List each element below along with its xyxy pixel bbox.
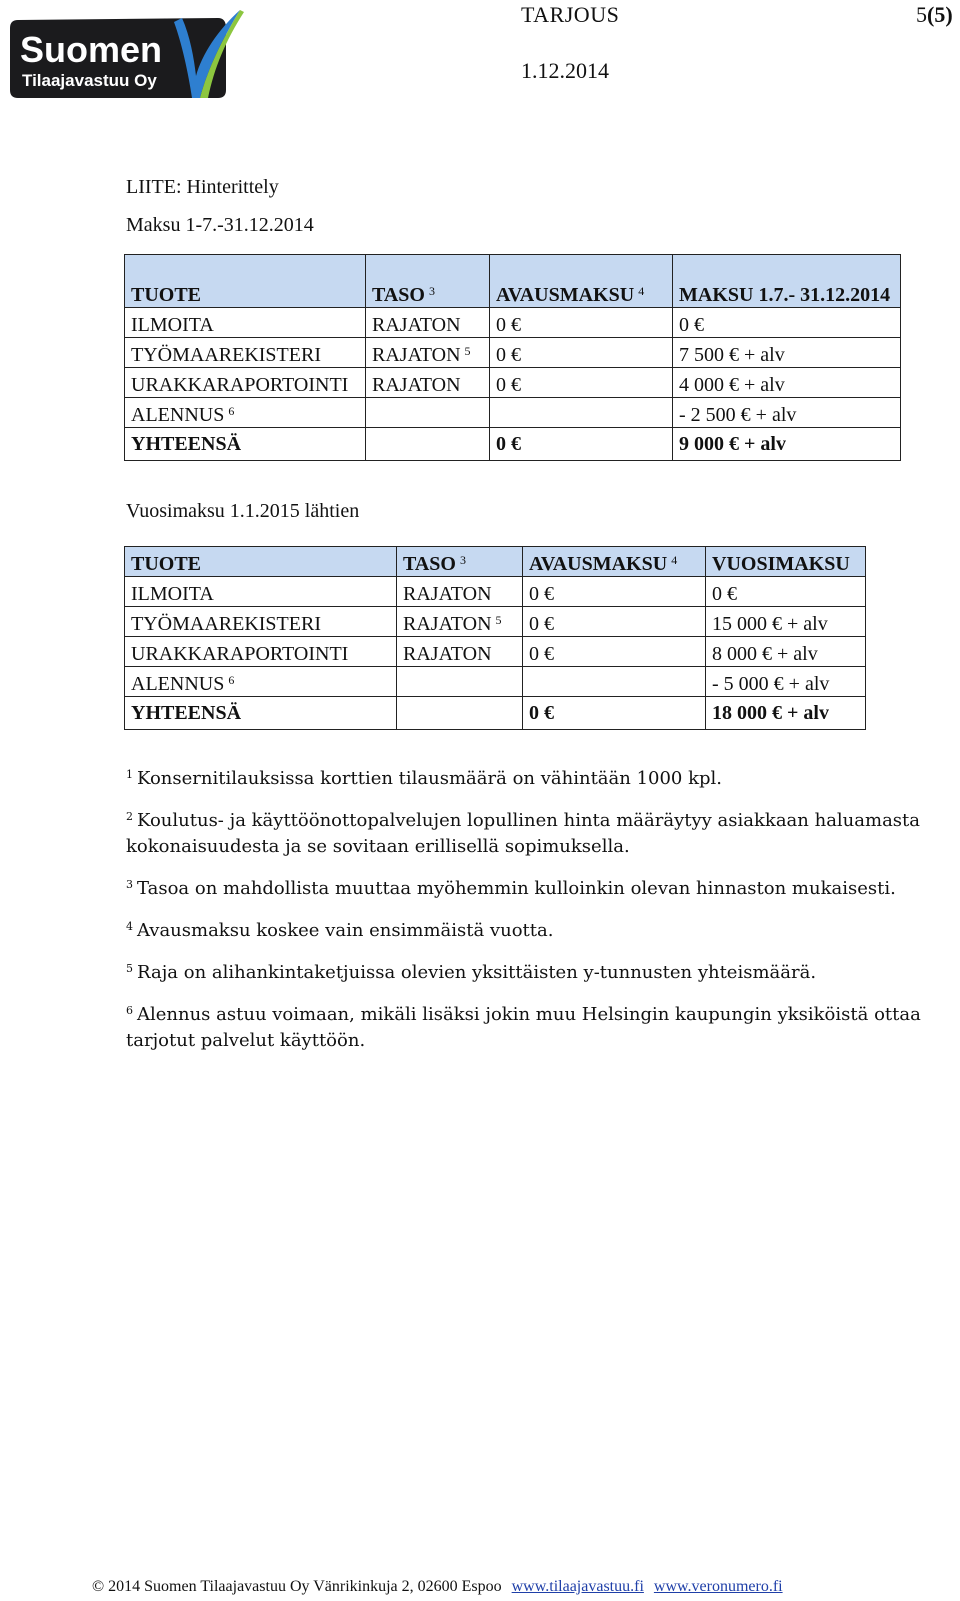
header-cell-footnote-ref: 4 <box>638 284 645 298</box>
table-cell-footnote-ref: 6 <box>228 673 235 687</box>
table-cell <box>125 338 366 368</box>
table-cell <box>366 308 490 338</box>
table-cell-text: 0 € <box>496 344 521 366</box>
table-cell <box>706 607 866 637</box>
attachment-title: LIITE: Hinterittely <box>126 176 279 198</box>
veronumero-link[interactable]: www.veronumero.fi <box>653 1578 783 1595</box>
total-label: YHTEENSÄ <box>125 428 366 461</box>
table-cell <box>125 368 366 398</box>
header-cell-text: TUOTE <box>131 553 202 575</box>
table-cell-footnote-ref: 5 <box>495 613 502 627</box>
table-cell-text: URAKKARAPORTOINTI <box>131 643 349 665</box>
header-cell-text: AVAUSMAKSU <box>496 284 635 306</box>
table-cell <box>706 577 866 607</box>
table-cell-text: 0 € <box>712 583 737 605</box>
total-label: YHTEENSÄ <box>125 697 397 730</box>
table-row <box>125 308 901 338</box>
table-cell-text: URAKKARAPORTOINTI <box>131 374 349 396</box>
table-cell <box>490 398 673 428</box>
header-cell-text: TASO <box>372 284 425 306</box>
footnote-number: 4 <box>126 920 133 933</box>
table-cell-text: - 5 000 € + alv <box>712 673 830 695</box>
table-row <box>125 667 866 697</box>
footnote-text: Alennus astuu voimaan, mikäli lisäksi jokin muu Helsingin kaupungin yksiköistä ottaa tarjotut palvelut käyttöön. <box>126 1004 921 1051</box>
footnotes <box>126 762 956 1066</box>
table-cell-text: 4 000 € + alv <box>679 374 785 396</box>
table-cell-text: ALENNUS <box>131 673 225 695</box>
table-cell <box>490 368 673 398</box>
footnote-number: 6 <box>126 1004 133 1017</box>
total-row <box>125 428 901 461</box>
table-cell <box>125 308 366 338</box>
logo-mark <box>4 6 244 102</box>
header-cell <box>523 547 706 577</box>
header-cell <box>706 547 866 577</box>
table-cell-text: 0 € <box>496 314 521 336</box>
page-footer <box>92 1578 783 1596</box>
table-cell-text: ILMOITA <box>131 583 214 605</box>
header-cell-text: TUOTE <box>131 284 202 306</box>
header-cell-text: TASO <box>403 553 456 575</box>
table-header-row <box>125 547 866 577</box>
table-cell-footnote-ref: 6 <box>228 404 235 418</box>
footnote-text: Raja on alihankintaketjuissa olevien yksittäisten y-tunnusten yhteismäärä. <box>137 962 817 983</box>
table-cell <box>490 308 673 338</box>
table-cell-text: 0 € <box>679 314 704 336</box>
total-opening-fee: 0 € <box>523 697 706 730</box>
header-cell <box>490 255 673 308</box>
tilaajavastuu-link[interactable]: www.tilaajavastuu.fi <box>511 1578 644 1595</box>
table-row <box>125 338 901 368</box>
table-cell <box>673 368 901 398</box>
table-cell <box>125 577 397 607</box>
table-cell <box>125 607 397 637</box>
table-cell-text: 0 € <box>529 613 554 635</box>
table-cell <box>490 338 673 368</box>
table-cell-text: 0 € <box>529 643 554 665</box>
section2-title: Vuosimaksu 1.1.2015 lähtien <box>126 500 360 522</box>
footnote <box>126 998 956 1054</box>
footnote-text: Konsernitilauksissa korttien tilausmäärä on vähintään 1000 kpl. <box>137 768 723 789</box>
footer-text: © 2014 Suomen Tilaajavastuu Oy Vänrikinkuja 2, 02600 Espoo <box>92 1578 502 1595</box>
header-cell <box>397 547 523 577</box>
total-fee: 9 000 € + alv <box>673 428 901 461</box>
table-cell-text: RAJATON <box>403 613 492 635</box>
table-cell-text: RAJATON <box>372 344 461 366</box>
footnote <box>126 956 956 986</box>
table-cell <box>523 637 706 667</box>
table-cell-text: TYÖMAAREKISTERI <box>131 344 321 366</box>
footnote-text: Koulutus- ja käyttöönottopalvelujen lopullinen hinta määräytyy asiakkaan haluamasta kokonaisuudesta ja se sovitaan erillisellä sopimuksella. <box>126 810 921 857</box>
header-cell-text: AVAUSMAKSU <box>529 553 668 575</box>
table-cell-text: RAJATON <box>403 583 492 605</box>
header-cell-footnote-ref: 4 <box>671 553 678 567</box>
footnote-number: 5 <box>126 962 133 975</box>
footnote <box>126 804 956 860</box>
table-cell <box>523 607 706 637</box>
table-cell <box>706 637 866 667</box>
total-fee: 18 000 € + alv <box>706 697 866 730</box>
footnote <box>126 762 956 792</box>
table-cell <box>366 398 490 428</box>
table-cell <box>673 398 901 428</box>
header-cell-text: MAKSU 1.7.- 31.12.2014 <box>679 284 891 306</box>
table-cell <box>125 637 397 667</box>
table-cell-footnote-ref: 5 <box>464 344 471 358</box>
header-cell <box>125 547 397 577</box>
footnote-number: 2 <box>126 810 133 823</box>
total-opening-fee: 0 € <box>490 428 673 461</box>
table-cell <box>397 637 523 667</box>
table-cell-text: RAJATON <box>372 314 461 336</box>
total-row <box>125 697 866 730</box>
logo-word-2: Tilaajavastuu Oy <box>22 71 157 90</box>
table-cell <box>706 667 866 697</box>
header-cell <box>125 255 366 308</box>
section1-title: Maksu 1-7.-31.12.2014 <box>126 214 314 236</box>
footnote-text: Tasoa on mahdollista muuttaa myöhemmin kulloinkin olevan hinnaston mukaisesti. <box>137 878 896 899</box>
header-cell-footnote-ref: 3 <box>459 553 466 567</box>
header-cell-text: VUOSIMAKSU <box>712 553 850 575</box>
table-cell <box>673 338 901 368</box>
table-cell-text: RAJATON <box>403 643 492 665</box>
table-cell <box>397 607 523 637</box>
price-table-2015 <box>124 546 866 730</box>
table-cell <box>397 667 523 697</box>
table-cell <box>523 577 706 607</box>
page-number <box>916 2 953 28</box>
footnote-text: Avausmaksu koskee vain ensimmäistä vuotta. <box>137 920 554 941</box>
table-row <box>125 607 866 637</box>
header-cell-footnote-ref: 3 <box>428 284 435 298</box>
table-cell-text: 8 000 € + alv <box>712 643 818 665</box>
price-table-2014 <box>124 254 901 461</box>
document-date: 1.12.2014 <box>521 58 609 83</box>
header-cell <box>673 255 901 308</box>
table-cell-text: 7 500 € + alv <box>679 344 785 366</box>
table-cell <box>366 338 490 368</box>
table-cell <box>523 667 706 697</box>
table-cell <box>125 398 366 428</box>
header-cell <box>366 255 490 308</box>
footnote-number: 1 <box>126 768 133 781</box>
table-cell-text: ILMOITA <box>131 314 214 336</box>
table-cell-text: 0 € <box>496 374 521 396</box>
company-logo <box>4 6 244 102</box>
total-empty-cell <box>366 428 490 461</box>
table-cell <box>125 667 397 697</box>
table-cell-text: RAJATON <box>372 374 461 396</box>
page-total: (5) <box>927 2 953 27</box>
table-header-row <box>125 255 901 308</box>
table-cell-text: ALENNUS <box>131 404 225 426</box>
table-cell <box>397 577 523 607</box>
table-cell-text: 0 € <box>529 583 554 605</box>
table-cell-text: - 2 500 € + alv <box>679 404 797 426</box>
table-cell-text: 15 000 € + alv <box>712 613 828 635</box>
table-row <box>125 398 901 428</box>
table-cell <box>673 308 901 338</box>
table-cell-text: TYÖMAAREKISTERI <box>131 613 321 635</box>
table-row <box>125 368 901 398</box>
footnote <box>126 872 956 902</box>
total-empty-cell <box>397 697 523 730</box>
table-row <box>125 577 866 607</box>
table-row <box>125 637 866 667</box>
footnote-number: 3 <box>126 878 133 891</box>
table-cell <box>366 368 490 398</box>
footnote <box>126 914 956 944</box>
page-current: 5 <box>916 2 927 27</box>
document-type: TARJOUS <box>521 2 620 27</box>
logo-word-1: Suomen <box>20 29 163 70</box>
